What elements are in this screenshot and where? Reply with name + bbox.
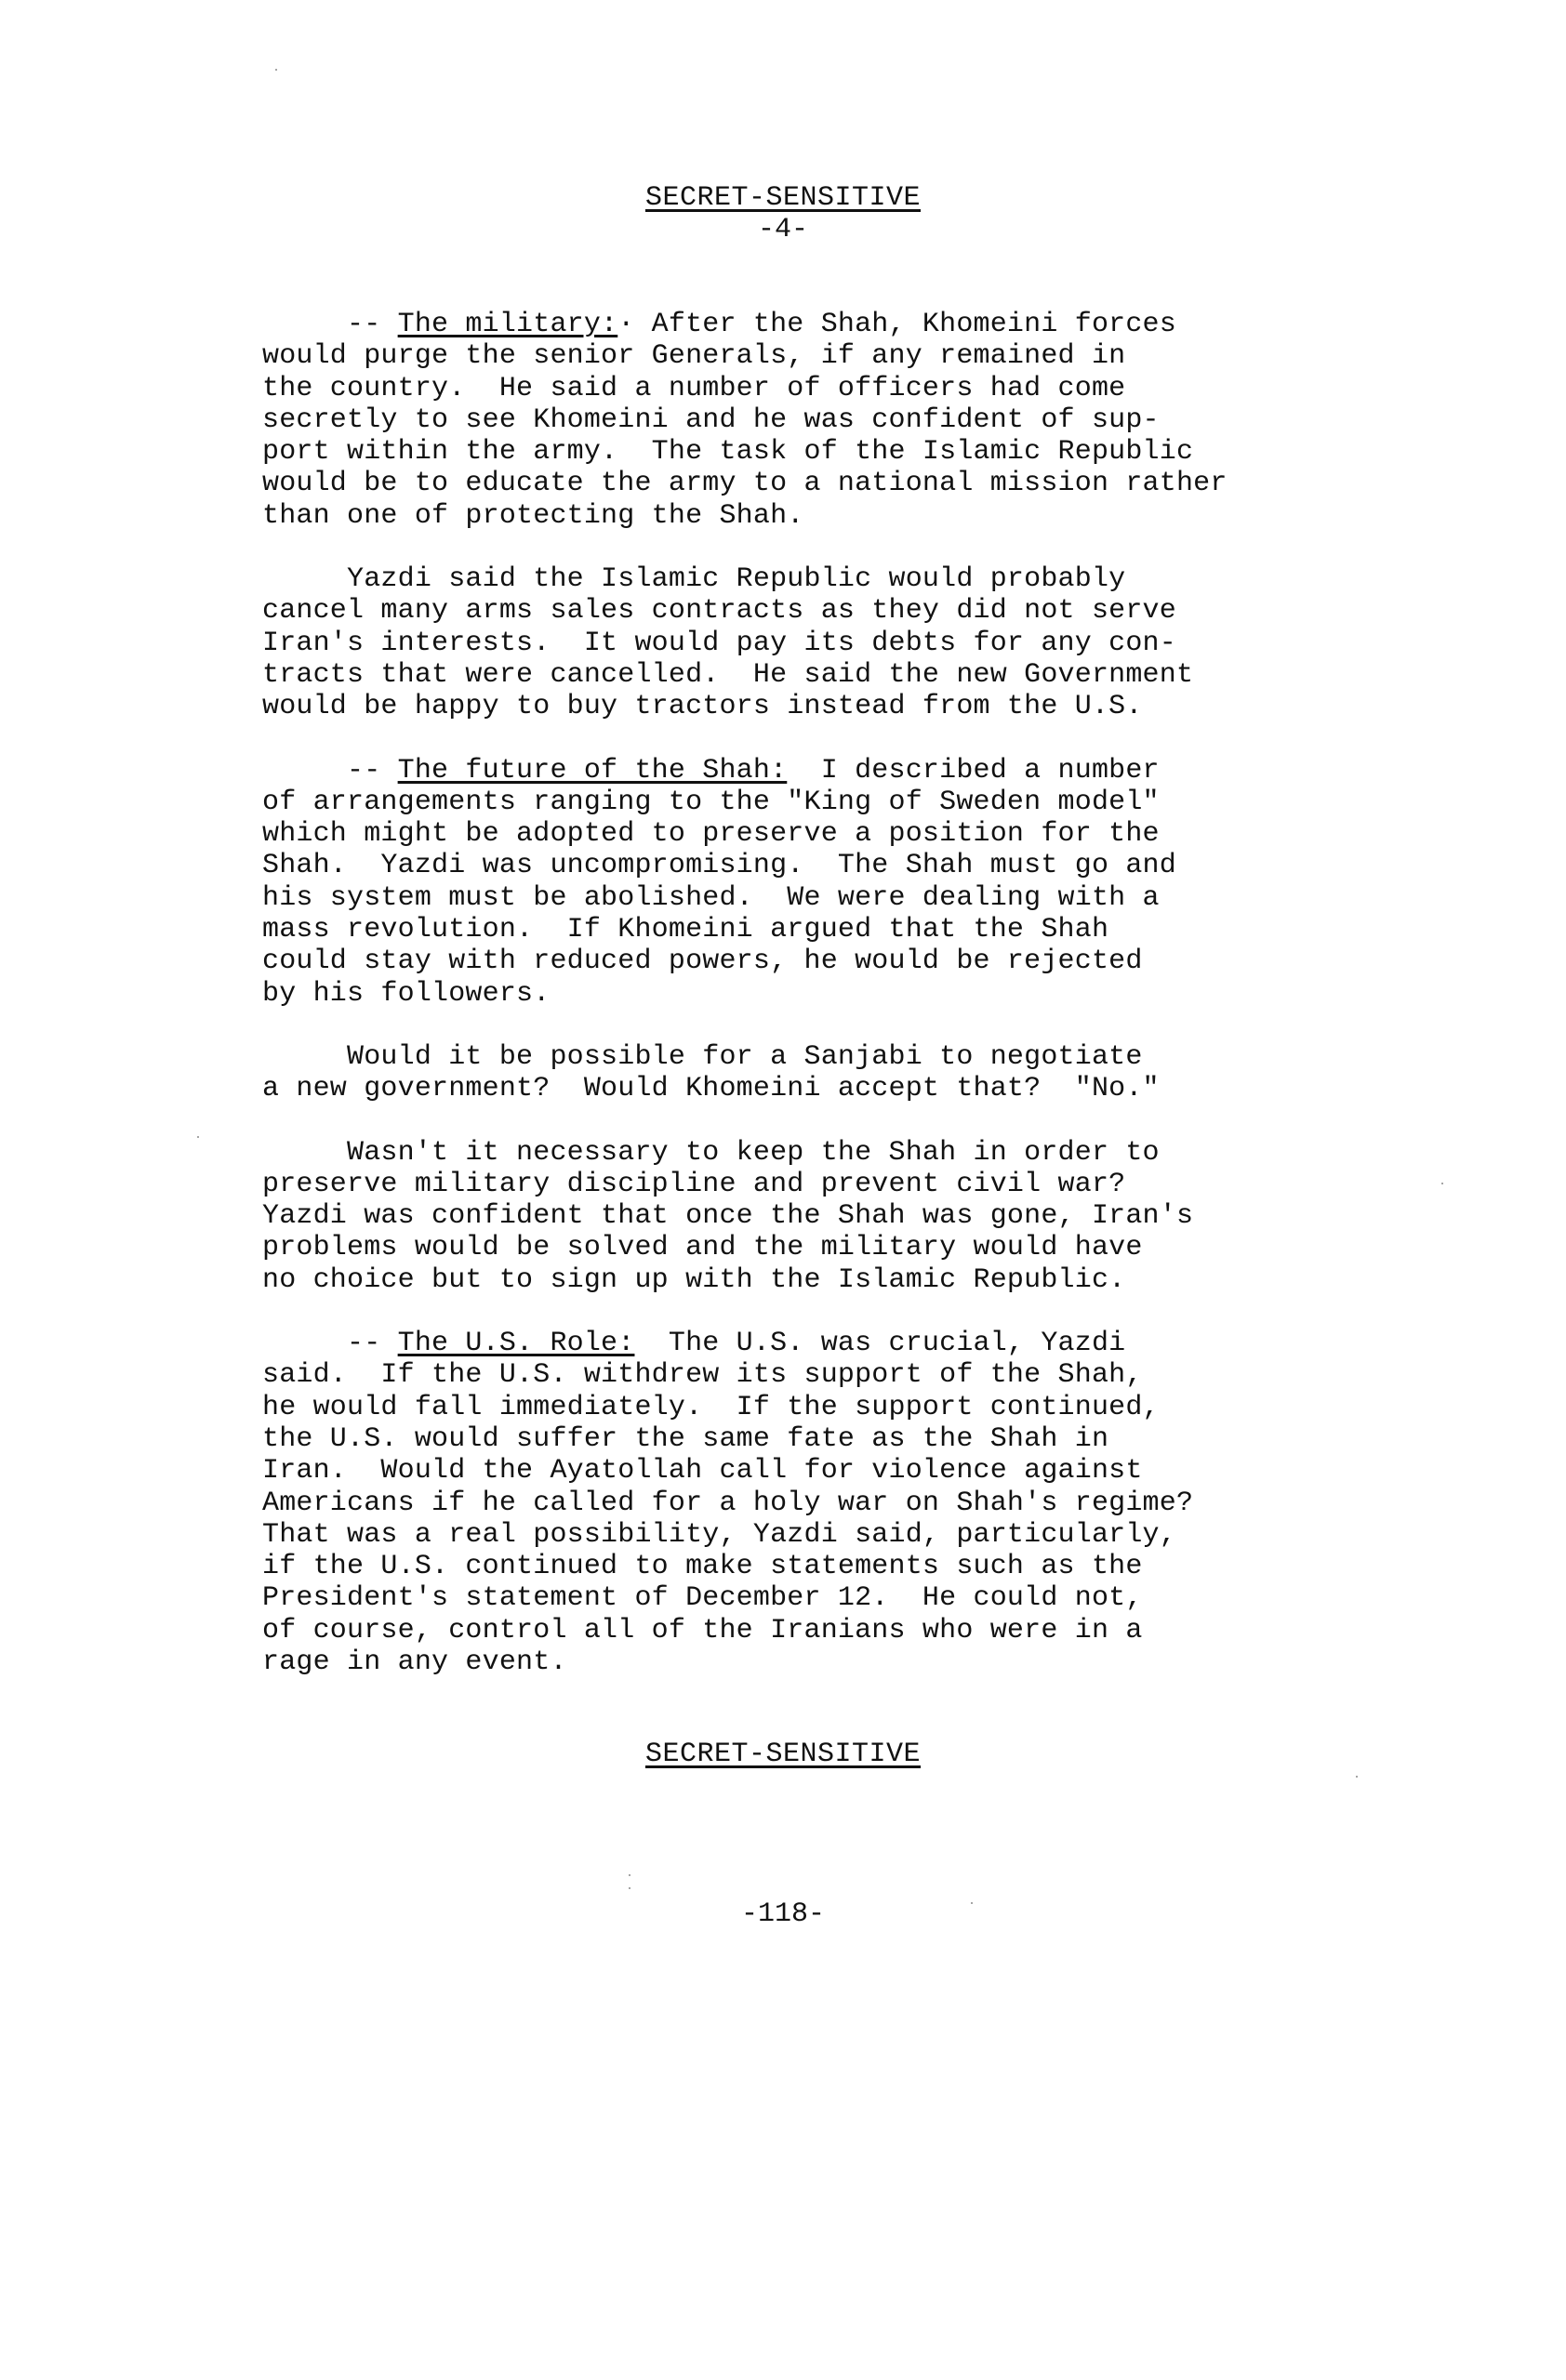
top-page-number: -4- [757, 214, 808, 245]
text-line: if the U.S. continued to make statements such as the [262, 1551, 1143, 1583]
paragraph-military-discipline [262, 1137, 1360, 1296]
paragraph-future-of-shah [262, 755, 1360, 1010]
text-line: said. If the U.S. withdrew its support of the Shah, [262, 1359, 1143, 1392]
scan-speck [275, 69, 277, 71]
text-line: Americans if he called for a holy war on Shah's regime? [262, 1487, 1194, 1519]
text-line: a new government? Would Khomeini accept that? "No." [262, 1073, 1160, 1105]
text-line: mass revolution. If Khomeini argued that the Shah [262, 914, 1109, 946]
text-line: of course, control all of the Iranians who were in a [262, 1614, 1143, 1646]
paragraph-sanjabi [262, 1041, 1360, 1105]
text-line: The U.S. was crucial, Yazdi [634, 1328, 1126, 1360]
text-line: could stay with reduced powers, he would be rejected [262, 945, 1143, 978]
paragraph-lead: -- [347, 754, 398, 787]
text-line: Shah. Yazdi was uncompromising. The Shah must go and [262, 850, 1176, 882]
bottom-page-number: -118- [740, 1898, 825, 1930]
scan-speck [1441, 1183, 1443, 1184]
bottom-classification-marking: SECRET-SENSITIVE [644, 1739, 922, 1770]
text-line: cancel many arms sales contracts as they did not serve [262, 595, 1176, 628]
text-line: Yazdi was confident that once the Shah was gone, Iran's [262, 1200, 1194, 1233]
text-line: the country. He said a number of officers had come [262, 372, 1126, 404]
paragraph-arms-contracts [262, 563, 1360, 722]
text-line: President's statement of December 12. He could not, [262, 1582, 1143, 1615]
text-line: I described a number [787, 754, 1160, 787]
top-classification-marking: SECRET-SENSITIVE [644, 182, 922, 214]
section-heading-future-of-shah: The future of the Shah: [397, 754, 788, 787]
text-line: port within the army. The task of the Islamic Republic [262, 436, 1194, 469]
text-line: Would it be possible for a Sanjabi to negotiate [262, 1040, 1143, 1073]
text-line: preserve military discipline and prevent civil war? [262, 1168, 1126, 1200]
text-line: by his followers. [262, 977, 551, 1010]
scan-speck [629, 1874, 630, 1876]
text-line: of arrangements ranging to the "King of Sweden model" [262, 786, 1160, 818]
text-line: which might be adopted to preserve a position for the [262, 818, 1160, 851]
paragraph-us-role [262, 1328, 1360, 1678]
text-line: Wasn't it necessary to keep the Shah in order to [262, 1136, 1160, 1169]
scan-speck [1356, 1776, 1358, 1778]
text-line: the U.S. would suffer the same fate as the Shah in [262, 1422, 1109, 1455]
text-line: his system must be abolished. We were dealing with a [262, 881, 1160, 914]
section-heading-us-role: The U.S. Role: [397, 1328, 635, 1360]
scan-speck [197, 1136, 199, 1138]
paragraph-lead: -- [347, 1328, 398, 1360]
scan-speck [629, 1887, 630, 1889]
text-line: would be happy to buy tractors instead from the U.S. [262, 691, 1143, 723]
text-line: problems would be solved and the military would have [262, 1232, 1143, 1264]
text-line: Iran. Would the Ayatollah call for violence against [262, 1455, 1143, 1488]
text-line: no choice but to sign up with the Islamic Republic. [262, 1263, 1126, 1296]
paragraph-lead: -- [347, 309, 398, 340]
text-line: · After the Shah, Khomeini forces [617, 309, 1176, 340]
section-heading-military: The military: [397, 309, 618, 340]
document-body [262, 309, 1360, 1710]
text-line: he would fall immediately. If the support continued, [262, 1391, 1160, 1423]
text-line: would purge the senior Generals, if any remained in [262, 340, 1126, 373]
text-line: rage in any event. [262, 1646, 567, 1678]
text-line: secretly to see Khomeini and he was confident of sup- [262, 403, 1160, 436]
text-line: Yazdi said the Islamic Republic would probably [262, 563, 1126, 596]
text-line: than one of protecting the Shah. [262, 499, 804, 532]
text-line: would be to educate the army to a national mission rather [262, 468, 1228, 500]
text-line: Iran's interests. It would pay its debts for any con- [262, 627, 1176, 659]
paragraph-military [262, 309, 1360, 532]
text-line: That was a real possibility, Yazdi said, particularly, [262, 1518, 1176, 1551]
scan-speck [971, 1902, 973, 1904]
text-line: tracts that were cancelled. He said the new Government [262, 658, 1194, 691]
